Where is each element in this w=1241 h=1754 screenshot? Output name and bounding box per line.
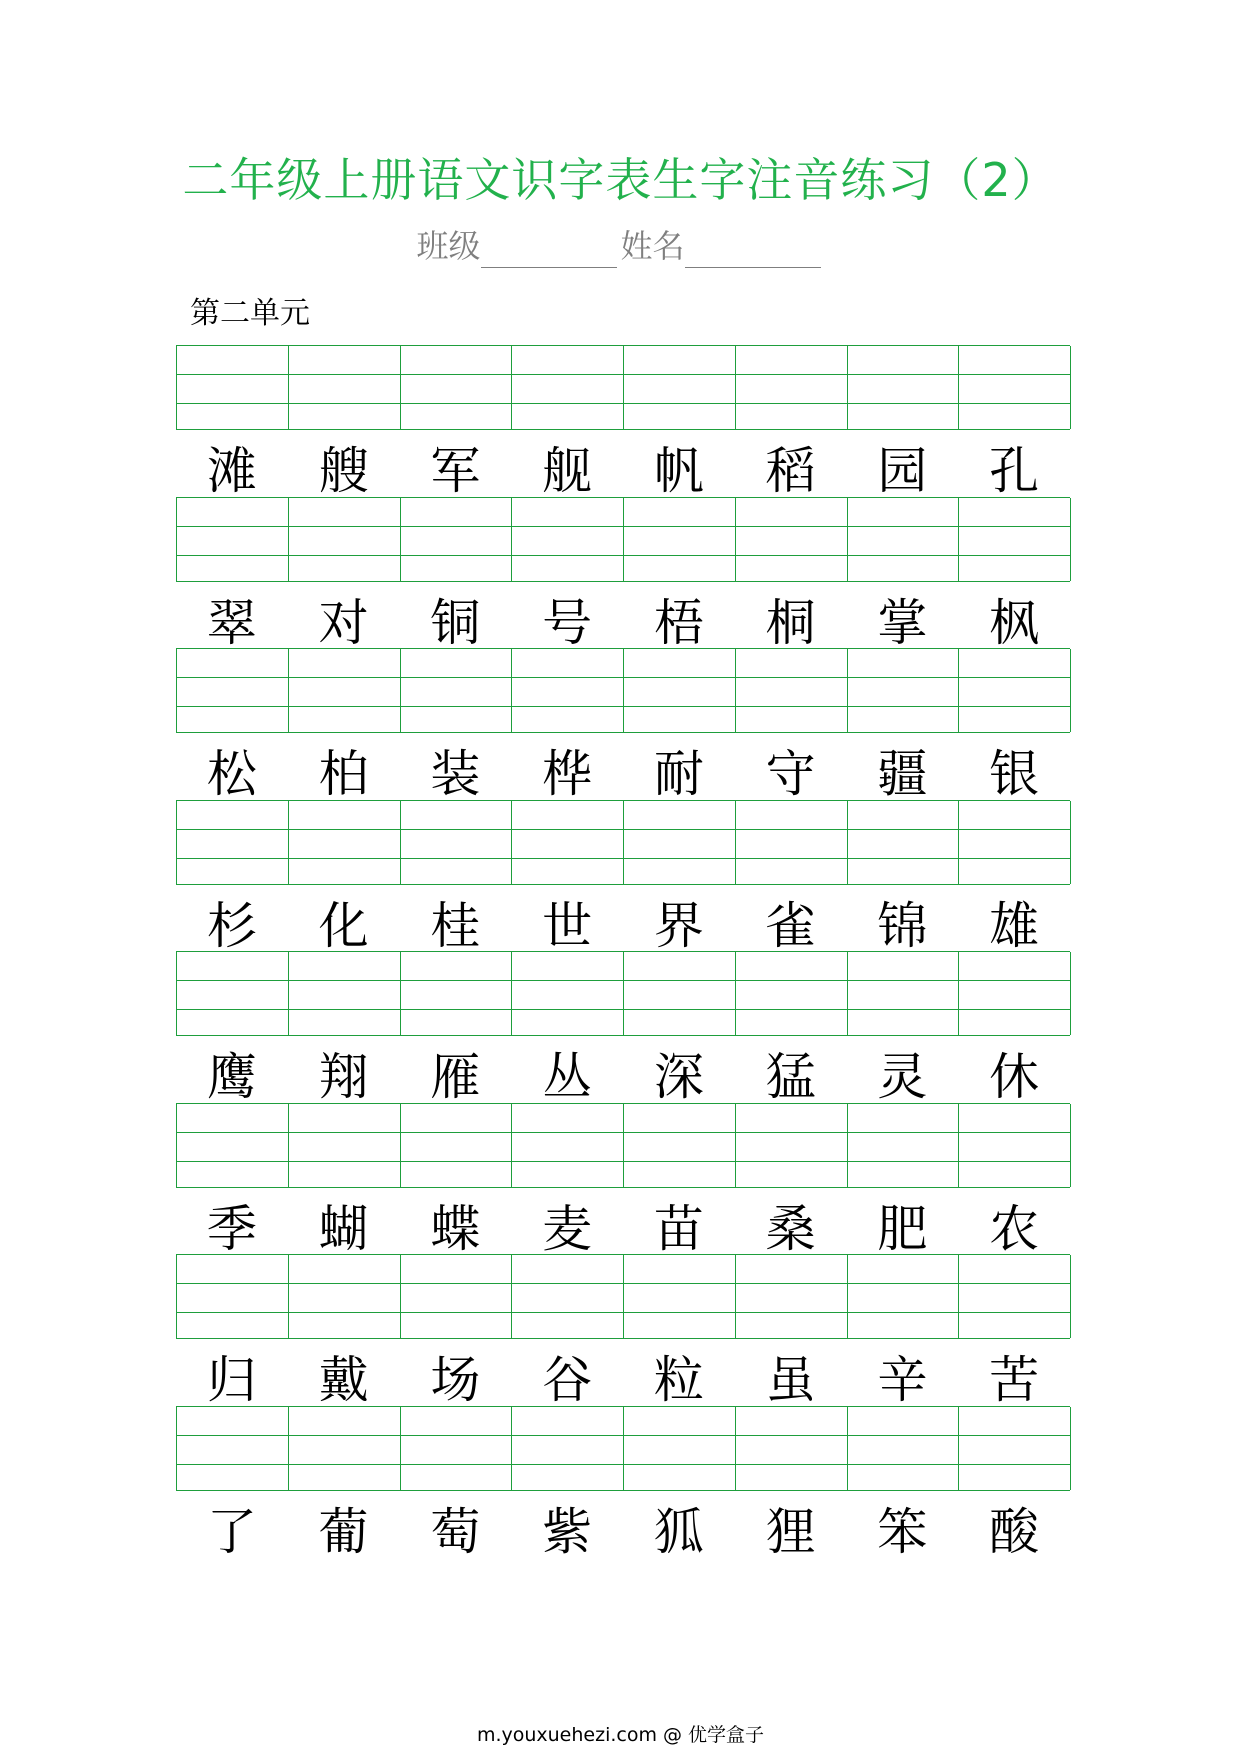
pinyin-grid[interactable]: [176, 1103, 1070, 1188]
chinese-character: 桂: [430, 897, 481, 955]
grid-divider: [847, 1104, 848, 1187]
chinese-character: 农: [989, 1200, 1040, 1258]
grid-divider: [847, 801, 848, 884]
grid-divider: [735, 1255, 736, 1338]
grid-divider: [400, 498, 401, 581]
chinese-character: 鹰: [206, 1048, 257, 1106]
grid-divider: [288, 952, 289, 1035]
class-label: 班级: [416, 227, 481, 265]
grid-divider: [735, 498, 736, 581]
grid-divider: [288, 649, 289, 732]
grid-divider: [288, 1255, 289, 1338]
grid-divider: [958, 649, 959, 732]
grid-divider: [847, 498, 848, 581]
grid-divider: [958, 952, 959, 1035]
chinese-character: 翔: [318, 1048, 369, 1106]
chinese-character: 虽: [765, 1351, 816, 1409]
chinese-character: 狸: [765, 1503, 816, 1561]
chinese-character: 翠: [206, 594, 257, 652]
grid-divider: [847, 1407, 848, 1490]
grid-divider: [735, 801, 736, 884]
grid-divider: [176, 649, 177, 732]
grid-divider: [511, 1407, 512, 1490]
chinese-character: 稻: [765, 442, 816, 500]
grid-divider: [511, 346, 512, 429]
chinese-character: 铜: [430, 594, 481, 652]
grid-divider: [400, 1407, 401, 1490]
grid-divider: [288, 801, 289, 884]
grid-divider: [958, 1255, 959, 1338]
unit-heading: 第二单元: [190, 296, 310, 331]
pinyin-grid[interactable]: [176, 1406, 1070, 1491]
chinese-character: 猛: [765, 1048, 816, 1106]
chinese-character: 雀: [765, 897, 816, 955]
grid-divider: [1070, 1407, 1071, 1490]
chinese-character: 装: [430, 745, 481, 803]
pinyin-grid[interactable]: [176, 800, 1070, 885]
chinese-character: 杉: [206, 897, 257, 955]
pinyin-grid[interactable]: [176, 497, 1070, 582]
grid-divider: [847, 1255, 848, 1338]
grid-divider: [735, 1104, 736, 1187]
grid-divider: [1070, 801, 1071, 884]
chinese-character: 园: [877, 442, 928, 500]
grid-divider: [288, 1104, 289, 1187]
chinese-character: 了: [206, 1503, 257, 1561]
chinese-character: 狐: [653, 1503, 704, 1561]
grid-divider: [176, 498, 177, 581]
grid-divider: [623, 801, 624, 884]
chinese-character: 戴: [318, 1351, 369, 1409]
chinese-character: 柏: [318, 745, 369, 803]
name-label: 姓名: [620, 227, 685, 265]
grid-divider: [623, 1104, 624, 1187]
grid-divider: [958, 498, 959, 581]
chinese-character: 枫: [989, 594, 1040, 652]
grid-divider: [400, 801, 401, 884]
grid-divider: [1070, 1255, 1071, 1338]
chinese-character: 锦: [877, 897, 928, 955]
grid-divider: [400, 346, 401, 429]
chinese-character: 萄: [430, 1503, 481, 1561]
chinese-character: 号: [542, 594, 593, 652]
grid-divider: [400, 952, 401, 1035]
grid-divider: [735, 952, 736, 1035]
grid-divider: [847, 952, 848, 1035]
chinese-character: 季: [206, 1200, 257, 1258]
grid-divider: [288, 498, 289, 581]
chinese-character: 雁: [430, 1048, 481, 1106]
grid-divider: [176, 1104, 177, 1187]
character-row: [176, 739, 1070, 809]
chinese-character: 笨: [877, 1503, 928, 1561]
grid-divider: [623, 1407, 624, 1490]
grid-divider: [623, 649, 624, 732]
chinese-character: 紫: [542, 1503, 593, 1561]
chinese-character: 军: [430, 442, 481, 500]
chinese-character: 辛: [877, 1351, 928, 1409]
chinese-character: 滩: [206, 442, 257, 500]
grid-divider: [735, 1407, 736, 1490]
grid-divider: [511, 801, 512, 884]
character-row: [176, 436, 1070, 506]
chinese-character: 谷: [542, 1351, 593, 1409]
grid-divider: [511, 1104, 512, 1187]
chinese-character: 帆: [653, 442, 704, 500]
chinese-character: 葡: [318, 1503, 369, 1561]
chinese-character: 雄: [989, 897, 1040, 955]
chinese-character: 银: [989, 745, 1040, 803]
chinese-character: 酸: [989, 1503, 1040, 1561]
page-title: 二年级上册语文识字表生字注音练习（2）: [182, 153, 1059, 207]
footer-watermark: m.youxuehezi.com @ 优学盒子: [476, 1724, 765, 1746]
grid-divider: [958, 801, 959, 884]
chinese-character: 舰: [542, 442, 593, 500]
grid-divider: [400, 649, 401, 732]
grid-divider: [958, 346, 959, 429]
chinese-character: 苦: [989, 1351, 1040, 1409]
grid-divider: [511, 649, 512, 732]
grid-divider: [400, 1104, 401, 1187]
grid-divider: [623, 952, 624, 1035]
grid-divider: [958, 1407, 959, 1490]
chinese-character: 守: [765, 745, 816, 803]
chinese-character: 苗: [653, 1200, 704, 1258]
chinese-character: 化: [318, 897, 369, 955]
pinyin-grid[interactable]: [176, 345, 1070, 430]
chinese-character: 松: [206, 745, 257, 803]
character-row: [176, 1497, 1070, 1567]
chinese-character: 对: [318, 594, 369, 652]
character-row: [176, 1345, 1070, 1415]
grid-divider: [176, 952, 177, 1035]
chinese-character: 耐: [653, 745, 704, 803]
chinese-character: 界: [653, 897, 704, 955]
grid-divider: [176, 346, 177, 429]
grid-divider: [958, 1104, 959, 1187]
chinese-character: 丛: [542, 1048, 593, 1106]
chinese-character: 掌: [877, 594, 928, 652]
chinese-character: 蝶: [430, 1200, 481, 1258]
chinese-character: 肥: [877, 1200, 928, 1258]
grid-divider: [176, 801, 177, 884]
chinese-character: 桦: [542, 745, 593, 803]
grid-divider: [1070, 952, 1071, 1035]
grid-divider: [1070, 498, 1071, 581]
chinese-character: 桑: [765, 1200, 816, 1258]
chinese-character: 休: [989, 1048, 1040, 1106]
character-row: [176, 1042, 1070, 1112]
grid-divider: [623, 346, 624, 429]
grid-divider: [623, 1255, 624, 1338]
grid-divider: [735, 346, 736, 429]
chinese-character: 深: [653, 1048, 704, 1106]
grid-divider: [288, 1407, 289, 1490]
pinyin-grid[interactable]: [176, 1254, 1070, 1339]
chinese-character: 蝴: [318, 1200, 369, 1258]
chinese-character: 桐: [765, 594, 816, 652]
grid-divider: [1070, 1104, 1071, 1187]
chinese-character: 疆: [877, 745, 928, 803]
grid-divider: [847, 346, 848, 429]
grid-divider: [1070, 649, 1071, 732]
chinese-character: 场: [430, 1351, 481, 1409]
chinese-character: 归: [206, 1351, 257, 1409]
grid-divider: [847, 649, 848, 732]
pinyin-grid[interactable]: [176, 648, 1070, 733]
chinese-character: 艘: [318, 442, 369, 500]
grid-divider: [511, 952, 512, 1035]
grid-divider: [176, 1255, 177, 1338]
chinese-character: 灵: [877, 1048, 928, 1106]
grid-divider: [400, 1255, 401, 1338]
chinese-character: 梧: [653, 594, 704, 652]
chinese-character: 粒: [653, 1351, 704, 1409]
pinyin-grid[interactable]: [176, 951, 1070, 1036]
grid-divider: [623, 498, 624, 581]
chinese-character: 孔: [989, 442, 1040, 500]
chinese-character: 世: [542, 897, 593, 955]
chinese-character: 麦: [542, 1200, 593, 1258]
grid-divider: [1070, 346, 1071, 429]
grid-divider: [511, 1255, 512, 1338]
grid-divider: [511, 498, 512, 581]
grid-divider: [735, 649, 736, 732]
grid-divider: [288, 346, 289, 429]
grid-divider: [176, 1407, 177, 1490]
